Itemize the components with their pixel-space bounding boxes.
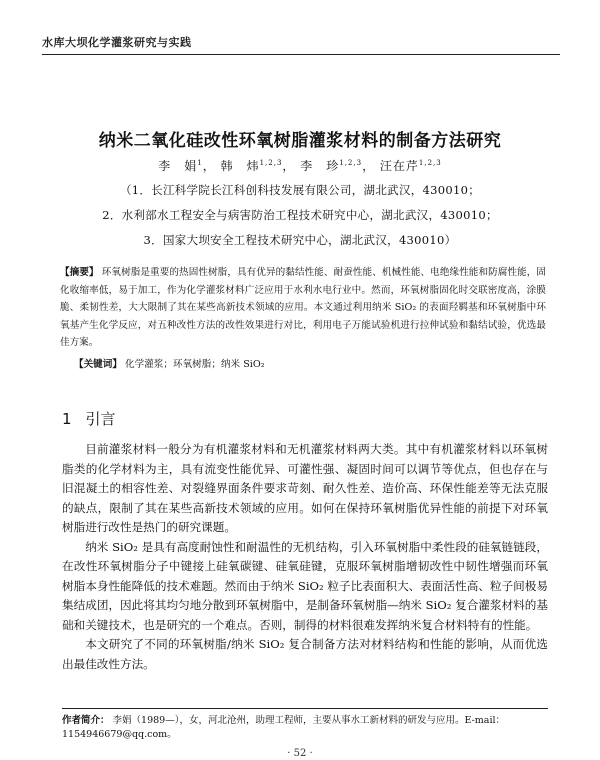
running-title: 水库大坝化学灌浆研究与实践	[42, 36, 192, 49]
running-header	[42, 34, 560, 55]
author-affil-sup: 1,2,3	[418, 159, 442, 167]
abstract	[60, 264, 546, 352]
keywords-label: 【关键词】	[74, 359, 122, 370]
keywords-text: 化学灌浆；环氧树脂；纳米 SiO₂	[125, 359, 265, 370]
section-heading	[62, 408, 116, 429]
affiliation-1: （1．长江科学院长江科创科技发展有限公司，湖北武汉，430010；	[119, 183, 481, 197]
author-list: 李 娟$^1$， 韩 炜$^{1,2,3}$， 李 珍$^{1,2,3}$， 汪在芹$^{1,2,3}$	[158, 159, 442, 173]
author-affil-sup: 1,2,3	[339, 159, 363, 167]
paper-title: 纳米二氧化硅改性环氧树脂灌浆材料的制备方法研究	[98, 131, 502, 151]
footnote-text: 李娟（1989—），女，河北沧州，助理工程师，主要从事水工新材料的研发与应用。E-mail：1154946679@qq.com。	[62, 715, 506, 740]
author-name: 汪在芹	[379, 159, 419, 173]
body-text	[62, 440, 548, 674]
author-affil-sup: 1,2,3	[259, 159, 283, 167]
keywords	[74, 356, 546, 370]
author-affil-sup: 1	[197, 159, 203, 167]
section-title: 引言	[85, 410, 116, 428]
author-name: 韩 炜	[220, 159, 260, 173]
author-name: 李 娟	[158, 159, 198, 173]
abstract-text: 环氧树脂是重要的热固性树脂，具有优异的黏结性能、耐蚕性能、机械性能、电绝缘性能和防腐性能，固化收缩率低，易于加工，作为化学灌浆材料广泛应用于水利水电行业中。然而，环氧树脂固化时交联密度高，涂膜脆、柔韧性差，大大限制了其在某些高新技术领域的应用。本文通过利用纳米 SiO₂ 的表面羟羁基和环氧树脂中环氧基产生化学反应，对五种改性方法的改性效果进行对比，利用电子万能试验机进行拉伸试验和黏结试验，优选最佳方案。	[60, 267, 547, 348]
section-number: 1	[62, 410, 72, 428]
author-name: 李 珍	[300, 159, 340, 173]
paragraph: 纳米 SiO₂ 是具有高度耐蚀性和耐温性的无机结构，引入环氧树脂中柔性段的硅氧链链段，在改性环氧树脂分子中键接上硅氧碳键、硅氧硅键，克服环氧树脂增韧改性中韧性增强而环氧树脂本身性能降低的技术难题。然而由于纳米 SiO₂ 粒子比表面积大、表面活性高、粒子间极易集结成团，因此将其均匀地分散到环氧树脂中，是制备环氧树脂—纳米 SiO₂ 复合灌浆材料的基础和关键技术，也是研究的一个难点。否则，制得的材料很难发挥纳米复合材料特有的性能。	[62, 539, 548, 632]
affiliation-2: 2．水利部水工程安全与病害防治工程技术研究中心，湖北武汉，430010；	[102, 208, 498, 222]
page-number: · 52 ·	[287, 748, 313, 759]
footnote-label: 作者简介：	[62, 715, 110, 726]
author-footnote	[62, 708, 548, 742]
paragraph: 本文研究了不同的环氧树脂/纳米 SiO₂ 复合制备方法对材料结构和性能的影响，从而优选出最佳改性方法。	[62, 637, 548, 671]
paragraph: 目前灌浆材料一般分为有机灌浆材料和无机灌浆材料两大类。其中有机灌浆材料以环氧树脂类的化学材料为主，具有流变性能优异、可灌性强、凝固时间可以调节等优点，但也存在与旧混凝土的相容性差、对裂缝界面条件要求苛刻、耐久性差、造价高、环保性能差等无法克服的缺点，限制了其在某些高新技术领域的应用。如何在保持环氧树脂优异性能的前提下对环氧树脂进行改性是热门的研究课题。	[62, 442, 548, 534]
affiliation-3: 3．国家大坝安全工程技术研究中心，湖北武汉，430010）	[143, 233, 457, 247]
abstract-label: 【摘要】	[60, 267, 99, 278]
